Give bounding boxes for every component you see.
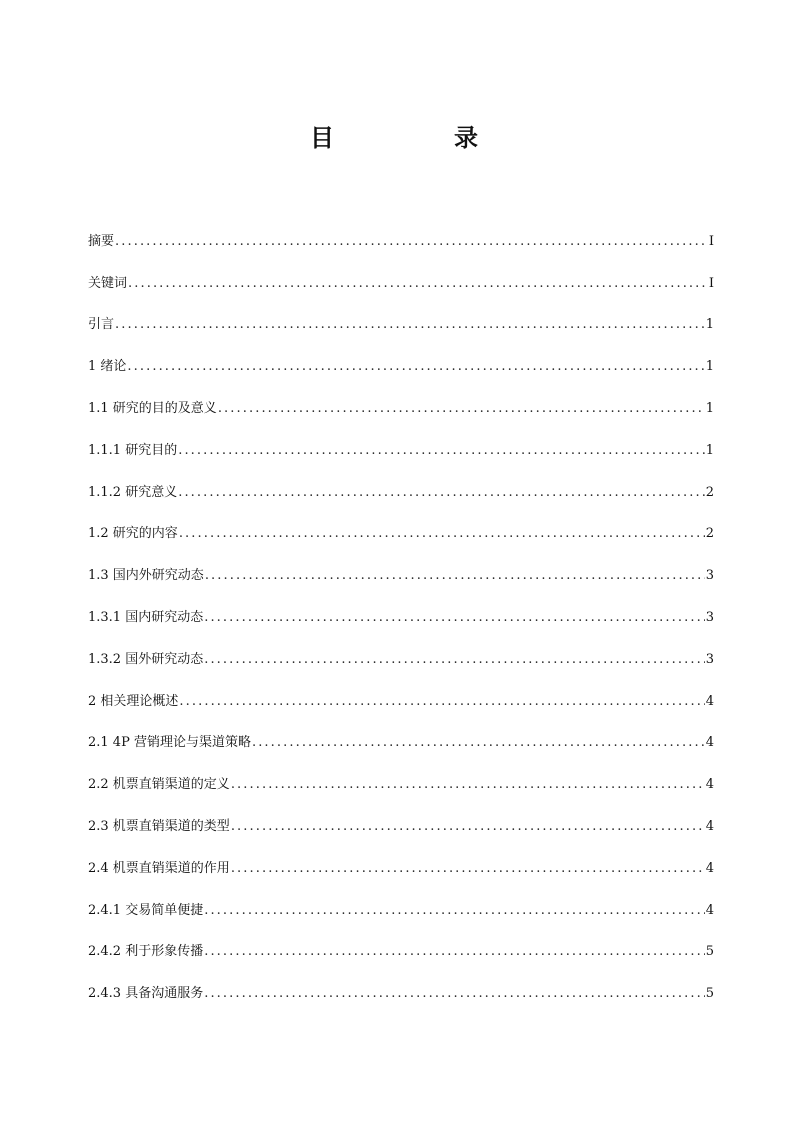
dot-leader — [231, 777, 705, 793]
toc-entry-label: 2.4.1 交易简单便捷 — [88, 902, 204, 918]
toc-entry-label: 1.1.1 研究目的 — [88, 442, 178, 458]
toc-entry-page: 4 — [705, 777, 714, 793]
toc-entry-page: 5 — [705, 986, 714, 1002]
toc-entry[interactable] — [88, 560, 714, 602]
toc-entry-page: 4 — [705, 735, 714, 751]
dot-leader — [252, 735, 705, 751]
dot-leader — [204, 903, 705, 919]
toc-entry[interactable] — [88, 435, 714, 477]
dot-leader — [178, 485, 705, 501]
toc-entry-label: 关键词 — [88, 275, 128, 291]
page-title: 目 录 — [310, 123, 526, 152]
toc-entry-page: 3 — [705, 568, 714, 584]
toc-entry-page: 3 — [705, 651, 714, 667]
toc-entry[interactable] — [88, 477, 714, 519]
dot-leader — [231, 861, 705, 877]
toc-entry[interactable] — [88, 769, 714, 811]
toc-entry-label: 2.1 4P 营销理论与渠道策略 — [88, 735, 251, 751]
toc-entry-label: 2.4 机票直销渠道的作用 — [88, 860, 230, 876]
dot-leader — [204, 652, 705, 668]
toc-entry-page: 2 — [705, 526, 714, 542]
toc-entry-label: 1.3.2 国外研究动态 — [88, 651, 204, 667]
toc-entry[interactable] — [88, 978, 714, 1020]
toc-entry-label: 1.3 国内外研究动态 — [88, 568, 204, 584]
toc-entry-page: 2 — [705, 484, 714, 500]
toc-entry[interactable] — [88, 811, 714, 853]
toc-entry-label: 1.1.2 研究意义 — [88, 484, 178, 500]
dot-leader — [127, 359, 704, 375]
toc-entry-label: 2 相关理论概述 — [88, 693, 179, 709]
toc-entry-page: 1 — [705, 359, 714, 375]
toc-entry-label: 2.2 机票直销渠道的定义 — [88, 777, 230, 793]
toc-entry-label: 引言 — [88, 317, 115, 333]
toc-entry[interactable] — [88, 226, 714, 268]
toc-entry[interactable] — [88, 686, 714, 728]
toc-entry-label: 1 绪论 — [88, 359, 127, 375]
toc-entry-page: 1 — [705, 317, 714, 333]
toc-entry-label: 1.3.1 国内研究动态 — [88, 609, 204, 625]
dot-leader — [204, 944, 705, 960]
toc-entry-page: 4 — [705, 860, 714, 876]
toc-entry-page: 1 — [705, 442, 714, 458]
toc-entry-label: 2.4.3 具备沟通服务 — [88, 986, 204, 1002]
toc-entry[interactable] — [88, 393, 714, 435]
toc-entry[interactable] — [88, 728, 714, 770]
dot-leader — [115, 317, 705, 333]
toc-entry-page: 4 — [705, 693, 714, 709]
toc-entry-page: I — [708, 275, 714, 291]
toc-entry-page: 4 — [705, 818, 714, 834]
toc-entry-page: 1 — [705, 400, 714, 416]
dot-leader — [205, 568, 705, 584]
toc-entry-label: 2.4.2 利于形象传播 — [88, 944, 204, 960]
dot-leader — [115, 234, 707, 250]
toc-entry[interactable] — [88, 937, 714, 979]
toc-entry-page: I — [708, 233, 714, 249]
dot-leader — [179, 694, 704, 710]
toc-entry[interactable] — [88, 602, 714, 644]
toc-entry-page: 5 — [705, 944, 714, 960]
dot-leader — [204, 986, 705, 1002]
table-of-contents — [88, 226, 714, 1020]
toc-entry-label: 摘要 — [88, 233, 115, 249]
toc-entry[interactable] — [88, 895, 714, 937]
toc-entry-label: 2.3 机票直销渠道的类型 — [88, 818, 230, 834]
toc-entry-label: 1.2 研究的内容 — [88, 526, 178, 542]
dot-leader — [218, 401, 705, 417]
toc-entry-page: 4 — [705, 902, 714, 918]
toc-entry[interactable] — [88, 268, 714, 310]
toc-entry-label: 1.1 研究的目的及意义 — [88, 400, 217, 416]
dot-leader — [178, 443, 705, 459]
toc-entry[interactable] — [88, 644, 714, 686]
toc-entry[interactable] — [88, 351, 714, 393]
toc-entry[interactable] — [88, 310, 714, 352]
dot-leader — [204, 610, 705, 626]
toc-entry[interactable] — [88, 853, 714, 895]
dot-leader — [128, 276, 707, 292]
dot-leader — [179, 526, 705, 542]
toc-entry[interactable] — [88, 519, 714, 561]
toc-entry-page: 3 — [705, 609, 714, 625]
dot-leader — [231, 819, 705, 835]
